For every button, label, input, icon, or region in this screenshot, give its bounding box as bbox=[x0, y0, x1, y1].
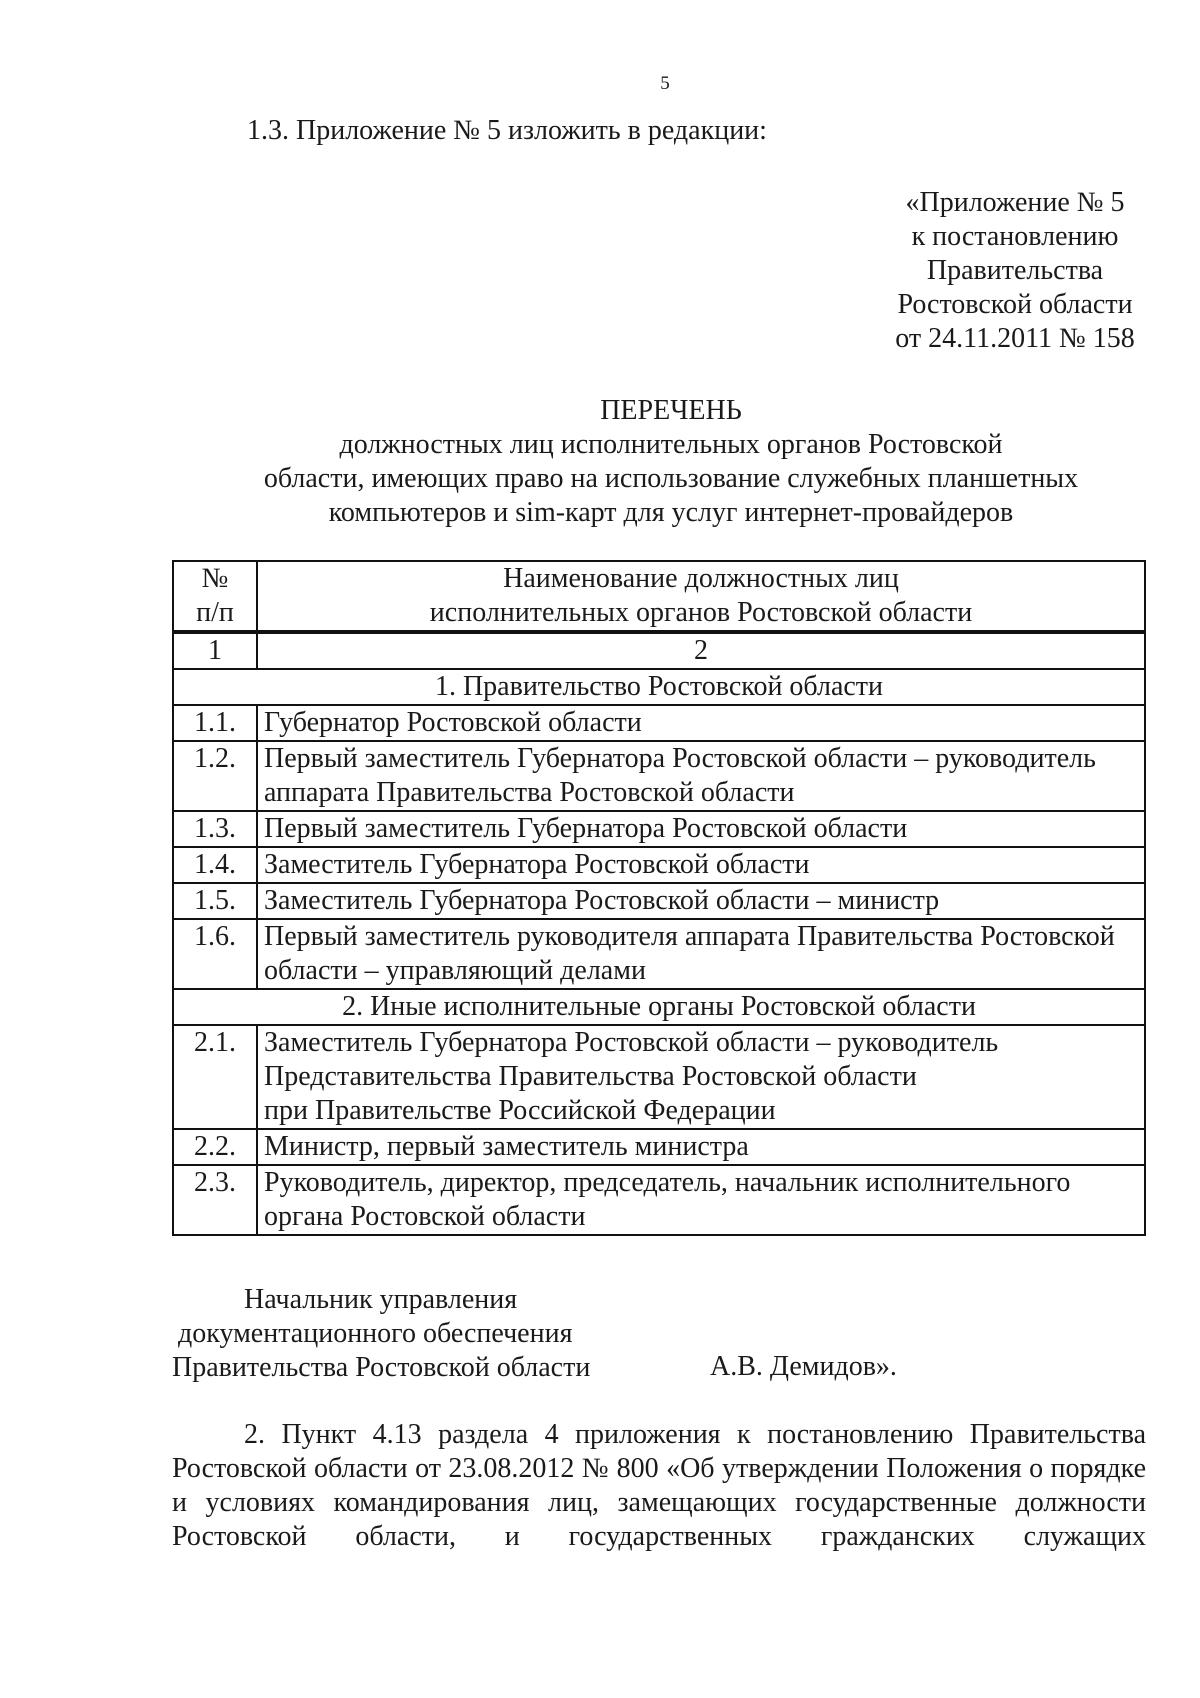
title-line: должностных лиц исполнительных органов Ростовской bbox=[339, 429, 1003, 460]
column-number-row bbox=[173, 632, 1145, 669]
row-number: 1.3. bbox=[173, 811, 257, 847]
header-name-line: Наименование должностных лиц bbox=[503, 563, 899, 594]
section-heading: 1. Правительство Ростовской области bbox=[173, 669, 1145, 705]
signatory-name: А.В. Демидов». bbox=[710, 1351, 897, 1382]
table-row bbox=[173, 1165, 1145, 1235]
row-line: Руководитель, директор, председатель, начальник исполнительного bbox=[264, 1167, 1071, 1198]
column-number-cell: 1 bbox=[173, 632, 257, 669]
header-num-line: № bbox=[201, 563, 229, 594]
row-line: аппарата Правительства Ростовской области bbox=[264, 777, 795, 808]
row-text bbox=[257, 919, 1145, 989]
section-row bbox=[173, 989, 1145, 1025]
row-line: Первый заместитель Губернатора Ростовской области bbox=[264, 813, 908, 844]
row-line: Первый заместитель Губернатора Ростовской области – руководитель bbox=[264, 743, 1096, 774]
row-line: Заместитель Губернатора Ростовской области – министр bbox=[264, 885, 940, 916]
appendix-line: к постановлению bbox=[911, 221, 1119, 252]
appendix-line: Ростовской области bbox=[897, 289, 1133, 320]
page-number: 5 bbox=[660, 73, 670, 94]
signatory-title-line: документационного обеспечения bbox=[178, 1318, 573, 1349]
table-body bbox=[173, 561, 1145, 1235]
row-text bbox=[257, 1129, 1145, 1165]
row-line: Министр, первый заместитель министра bbox=[264, 1131, 749, 1162]
table-row bbox=[173, 705, 1145, 741]
row-text bbox=[257, 741, 1145, 811]
table-row bbox=[173, 811, 1145, 847]
row-line: Заместитель Губернатора Ростовской области – руководитель bbox=[264, 1027, 999, 1058]
header-num-cell bbox=[173, 561, 257, 632]
row-line: Представительства Правительства Ростовской области bbox=[264, 1061, 917, 1092]
row-text bbox=[257, 1165, 1145, 1235]
appendix-line: от 24.11.2011 № 158 bbox=[895, 323, 1135, 354]
lead-paragraph: 1.3. Приложение № 5 изложить в редакции: bbox=[247, 115, 767, 146]
appendix-line: «Приложение № 5 bbox=[905, 187, 1125, 218]
row-number: 1.5. bbox=[173, 883, 257, 919]
signatory-title-line: Начальник управления bbox=[244, 1284, 518, 1315]
row-text bbox=[257, 811, 1145, 847]
row-line: при Правительстве Российской Федерации bbox=[264, 1095, 776, 1126]
table-row bbox=[173, 1129, 1145, 1165]
row-number: 1.4. bbox=[173, 847, 257, 883]
row-text bbox=[257, 883, 1145, 919]
section-heading: 2. Иные исполнительные органы Ростовской области bbox=[173, 989, 1145, 1025]
table-row bbox=[173, 741, 1145, 811]
header-name-cell bbox=[257, 561, 1145, 632]
row-line: органа Ростовской области bbox=[264, 1201, 586, 1232]
section-row bbox=[173, 669, 1145, 705]
row-text bbox=[257, 705, 1145, 741]
row-line: Заместитель Губернатора Ростовской области bbox=[264, 849, 810, 880]
document-title bbox=[172, 394, 1170, 530]
row-text bbox=[257, 847, 1145, 883]
paragraph-text: 2. Пункт 4.13 раздела 4 приложения к постановлению Правительства Ростовской области от 23.08.2012 № 800 «Об утверждении Положения о порядке и условиях командирования лиц, замещающих государственные должности Ростовской области, и государственных гражданских служащих bbox=[172, 1419, 1146, 1552]
appendix-block bbox=[850, 186, 1180, 356]
row-number: 1.6. bbox=[173, 919, 257, 989]
table-header-row bbox=[173, 561, 1145, 632]
table-row bbox=[173, 1025, 1145, 1129]
row-line: области – управляющий делами bbox=[264, 955, 646, 986]
row-number: 2.2. bbox=[173, 1129, 257, 1165]
appendix-line: Правительства bbox=[926, 255, 1104, 286]
officials-table bbox=[172, 560, 1146, 1236]
title-line: области, имеющих право на использование служебных планшетных bbox=[263, 463, 1079, 494]
title-heading: ПЕРЕЧЕНЬ bbox=[600, 395, 742, 426]
row-text bbox=[257, 1025, 1145, 1129]
row-line: Губернатор Ростовской области bbox=[264, 707, 642, 738]
table-row bbox=[173, 847, 1145, 883]
table-row bbox=[173, 883, 1145, 919]
row-number: 1.1. bbox=[173, 705, 257, 741]
table-row bbox=[173, 919, 1145, 989]
row-number: 2.1. bbox=[173, 1025, 257, 1129]
body-paragraph bbox=[172, 1418, 1146, 1554]
row-number: 1.2. bbox=[173, 741, 257, 811]
row-line: Первый заместитель руководителя аппарата Правительства Ростовской bbox=[264, 921, 1115, 952]
title-line: компьютеров и sim-карт для услуг интернет-провайдеров bbox=[328, 497, 1014, 528]
signatory-title bbox=[172, 1283, 590, 1385]
signatory-title-line: Правительства Ростовской области bbox=[172, 1352, 591, 1383]
header-name-line: исполнительных органов Ростовской области bbox=[429, 597, 973, 628]
header-num-line: п/п bbox=[196, 597, 234, 628]
row-number: 2.3. bbox=[173, 1165, 257, 1235]
column-number-cell: 2 bbox=[257, 632, 1145, 669]
